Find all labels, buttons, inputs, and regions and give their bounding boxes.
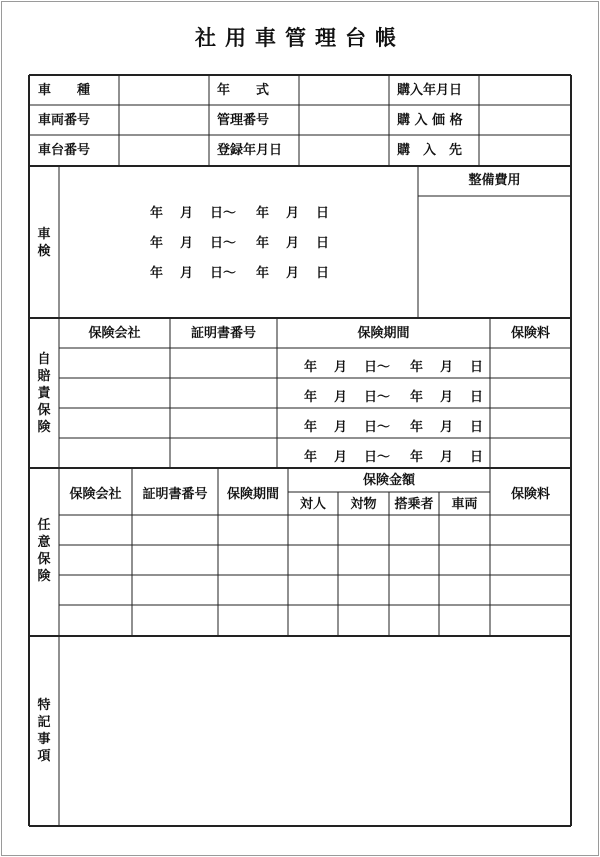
date-month: 月 — [440, 360, 454, 375]
date-day: 日 — [470, 390, 484, 405]
date-month: 月 — [440, 390, 454, 405]
date-day: 日 — [316, 236, 330, 251]
label-management-number: 管理番号 — [217, 113, 270, 128]
section-label-shaken: 車検 — [37, 227, 51, 259]
col-vehicle: 車両 — [451, 497, 478, 512]
date-month: 月 — [334, 390, 348, 405]
date-month: 月 — [334, 450, 348, 465]
date-day: 日 — [470, 420, 484, 435]
date-month: 月 — [180, 206, 194, 221]
date-year: 年 — [256, 236, 270, 251]
date-year: 年 — [304, 390, 318, 405]
label-maintenance-cost: 整備費用 — [468, 173, 521, 188]
date-day: 日 — [316, 206, 330, 221]
col-insurance-period: 保険期間 — [357, 326, 410, 341]
date-month: 月 — [440, 420, 454, 435]
date-day-to: 日〜 — [364, 450, 391, 465]
field-registration-date[interactable] — [300, 136, 388, 164]
date-year: 年 — [304, 450, 318, 465]
label-vehicle-type: 車 種 — [38, 83, 91, 98]
section-label-jibaiseki: 自賠責保険 — [37, 352, 51, 435]
label-chassis-number: 車台番号 — [38, 143, 91, 158]
section-label-remarks: 特記事項 — [37, 698, 51, 764]
date-month: 月 — [180, 236, 194, 251]
field-remarks[interactable] — [60, 638, 570, 824]
date-month: 月 — [334, 360, 348, 375]
field-plate-number[interactable] — [120, 106, 208, 134]
date-year: 年 — [150, 236, 164, 251]
label-purchase-price: 購 入 価 格 — [397, 113, 463, 128]
label-purchase-date: 購入年月日 — [397, 83, 463, 98]
field-chassis-number[interactable] — [120, 136, 208, 164]
field-purchase-date[interactable] — [480, 76, 570, 104]
date-year: 年 — [410, 360, 424, 375]
date-day-to: 日〜 — [210, 266, 237, 281]
date-month: 月 — [286, 206, 300, 221]
label-supplier: 購 入 先 — [397, 143, 463, 158]
field-vehicle-type[interactable] — [120, 76, 208, 104]
date-year: 年 — [256, 206, 270, 221]
date-month: 月 — [286, 266, 300, 281]
field-management-number[interactable] — [300, 106, 388, 134]
label-registration-date: 登録年月日 — [217, 143, 283, 158]
form-title: 社用車管理台帳 — [195, 26, 405, 50]
col-passenger: 搭乗者 — [394, 497, 434, 512]
col-insurer: 保険会社 — [69, 487, 122, 502]
field-maintenance-cost[interactable] — [420, 198, 570, 316]
section-label-nini: 任意保険 — [37, 518, 51, 584]
col-certificate-number: 証明書番号 — [142, 487, 208, 502]
col-insured-amount: 保険金額 — [362, 473, 415, 488]
col-premium: 保険料 — [510, 487, 550, 502]
field-model-year[interactable] — [300, 76, 388, 104]
col-insurer: 保険会社 — [88, 326, 141, 341]
field-purchase-price[interactable] — [480, 106, 570, 134]
col-insurance-period: 保険期間 — [226, 487, 279, 502]
date-day-to: 日〜 — [364, 390, 391, 405]
date-year: 年 — [304, 360, 318, 375]
col-bodily-injury: 対人 — [299, 497, 326, 512]
date-day: 日 — [470, 360, 484, 375]
date-year: 年 — [410, 450, 424, 465]
date-year: 年 — [256, 266, 270, 281]
date-day: 日 — [470, 450, 484, 465]
date-month: 月 — [334, 420, 348, 435]
date-month: 月 — [180, 266, 194, 281]
date-day: 日 — [316, 266, 330, 281]
field-supplier[interactable] — [480, 136, 570, 164]
date-day-to: 日〜 — [210, 206, 237, 221]
label-plate-number: 車両番号 — [38, 113, 91, 128]
date-year: 年 — [304, 420, 318, 435]
date-day-to: 日〜 — [364, 360, 391, 375]
col-certificate-number: 証明書番号 — [190, 326, 256, 341]
col-premium: 保険料 — [510, 326, 550, 341]
date-month: 月 — [286, 236, 300, 251]
date-year: 年 — [410, 390, 424, 405]
date-day-to: 日〜 — [210, 236, 237, 251]
date-year: 年 — [150, 266, 164, 281]
date-day-to: 日〜 — [364, 420, 391, 435]
date-year: 年 — [150, 206, 164, 221]
label-model-year: 年 式 — [217, 83, 270, 98]
date-year: 年 — [410, 420, 424, 435]
date-month: 月 — [440, 450, 454, 465]
col-property-damage: 対物 — [350, 497, 377, 512]
